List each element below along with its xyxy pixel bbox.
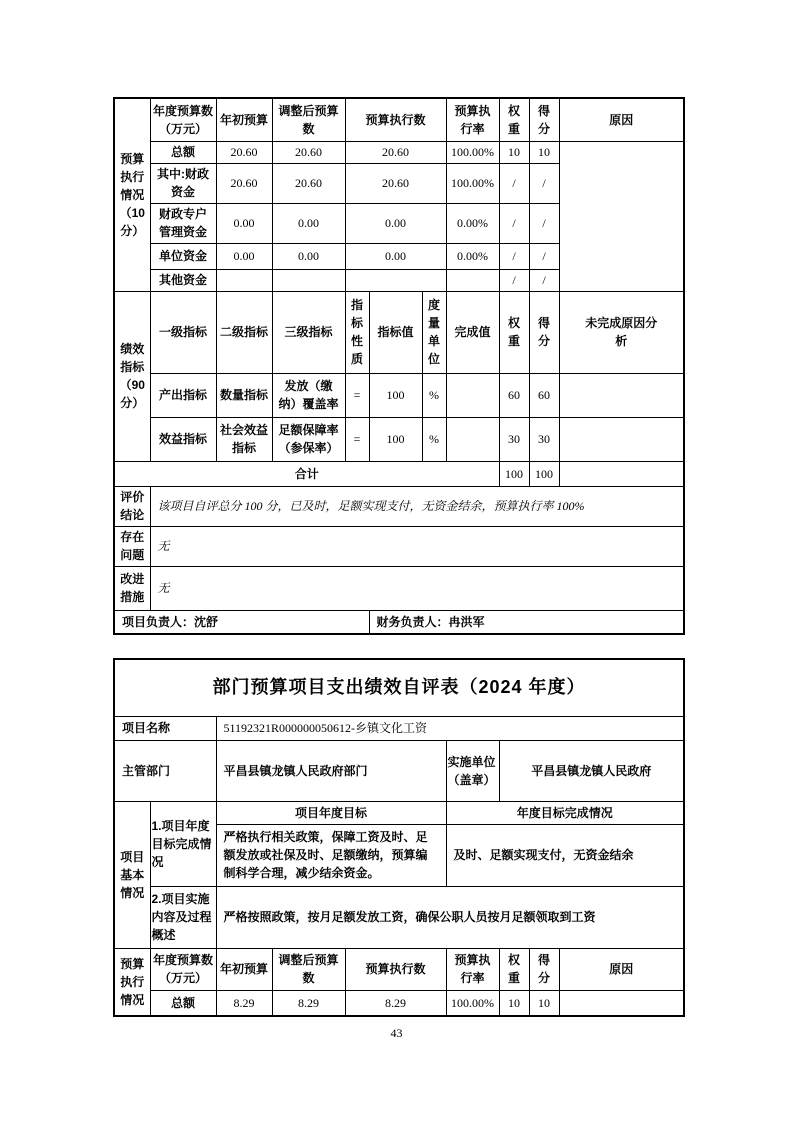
document-content — [113, 97, 683, 1017]
execution-rate-value: 0.00% — [446, 203, 499, 243]
score-value: 10 — [529, 141, 559, 163]
executed-value: 20.60 — [345, 141, 446, 163]
level3-indicator-value: 发放（缴纳）覆盖率 — [272, 373, 345, 417]
row-label-special-account-funds: 财政专户管理资金 — [150, 203, 216, 243]
project-name-value: 51192321R000000050612-乡镇文化工资 — [216, 716, 684, 740]
score-value: / — [529, 243, 559, 269]
table-row — [114, 291, 684, 373]
implementation-row-label: 2.项目实施内容及过程概述 — [150, 886, 216, 948]
project-name-label: 项目名称 — [114, 716, 216, 740]
department-value: 平昌县镇龙镇人民政府部门 — [216, 740, 446, 801]
table-row — [114, 990, 684, 1016]
col-header-reason: 原因 — [559, 948, 684, 990]
execution-rate-value: 100.00% — [446, 990, 499, 1016]
total-score-value: 100 — [529, 461, 559, 486]
col-header-level3-indicator: 三级指标 — [272, 291, 345, 373]
table-row — [114, 526, 684, 566]
implementation-text: 严格按照政策，按月足额发放工资，确保公职人员按月足额领取到工资 — [216, 886, 684, 948]
col-header-weight: 权重 — [499, 98, 529, 141]
measures-text: 无 — [150, 566, 684, 610]
total-row-label: 合计 — [114, 461, 499, 486]
analysis-value — [559, 373, 684, 417]
reason-value — [559, 141, 684, 291]
col-header-level1-indicator: 一级指标 — [150, 291, 216, 373]
table-row — [114, 98, 684, 141]
level1-indicator-value: 效益指标 — [150, 417, 216, 461]
col-header-level2-indicator: 二级指标 — [216, 291, 272, 373]
adjusted-budget-value: 0.00 — [272, 203, 345, 243]
table-row — [114, 373, 684, 417]
table-row — [114, 886, 684, 948]
implementing-unit-value: 平昌县镇龙镇人民政府 — [499, 740, 684, 801]
weight-value: 10 — [499, 990, 529, 1016]
table-row — [114, 417, 684, 461]
implementing-unit-label: 实施单位（盖章） — [446, 740, 499, 801]
conclusion-text: 该项目自评总分 100 分，已及时，足额实现支付，无资金结余，预算执行率 100% — [150, 486, 684, 526]
indicator-nature-value: = — [345, 417, 369, 461]
row-label-total: 总额 — [150, 990, 216, 1016]
score-value: / — [529, 269, 559, 291]
weight-value: 60 — [499, 373, 529, 417]
analysis-value — [559, 417, 684, 461]
basic-info-section-label: 项目基本情况 — [114, 801, 150, 948]
conclusion-label: 评价结论 — [114, 486, 150, 526]
annual-goal-row-label: 1.项目年度目标完成情况 — [150, 801, 216, 886]
performance-section-label: 绩效指标（90分） — [114, 291, 150, 461]
measure-unit-value: % — [422, 417, 446, 461]
indicator-target-value: 100 — [369, 417, 422, 461]
annual-goal-header: 项目年度目标 — [216, 801, 446, 824]
score-value: 10 — [529, 990, 559, 1016]
total-analysis-value — [559, 461, 684, 486]
table-row — [114, 610, 684, 634]
table-row — [114, 716, 684, 740]
project-manager-signature: 项目负责人：沈舒 — [114, 610, 369, 634]
weight-value: / — [499, 243, 529, 269]
budget-section-label: 预算执行情况 — [114, 948, 150, 1016]
col-header-annual-budget: 年度预算数（万元） — [150, 98, 216, 141]
execution-rate-value: 100.00% — [446, 163, 499, 203]
initial-budget-value: 20.60 — [216, 141, 272, 163]
budget-section-label: 预算执行情况（10分） — [114, 98, 150, 291]
measures-label: 改进措施 — [114, 566, 150, 610]
table-row — [114, 461, 684, 486]
department-label: 主管部门 — [114, 740, 216, 801]
col-header-score: 得分 — [529, 291, 559, 373]
executed-value: 0.00 — [345, 203, 446, 243]
col-header-adjusted-budget: 调整后预算数 — [272, 948, 345, 990]
col-header-initial-budget: 年初预算 — [216, 98, 272, 141]
col-header-executed: 预算执行数 — [345, 948, 446, 990]
evaluation-table-continued — [113, 97, 685, 635]
adjusted-budget-value — [272, 269, 345, 291]
row-label-other-funds: 其他资金 — [150, 269, 216, 291]
initial-budget-value: 0.00 — [216, 243, 272, 269]
row-label-total: 总额 — [150, 141, 216, 163]
row-label-unit-funds: 单位资金 — [150, 243, 216, 269]
table-row — [114, 740, 684, 801]
initial-budget-value — [216, 269, 272, 291]
executed-value: 8.29 — [345, 990, 446, 1016]
col-header-score: 得分 — [529, 948, 559, 990]
completed-value — [446, 417, 499, 461]
col-header-initial-budget: 年初预算 — [216, 948, 272, 990]
score-value: / — [529, 203, 559, 243]
indicator-target-value: 100 — [369, 373, 422, 417]
level2-indicator-value: 社会效益指标 — [216, 417, 272, 461]
initial-budget-value: 20.60 — [216, 163, 272, 203]
annual-goal-text: 严格执行相关政策，保障工资及时、足额发放或社保及时、足额缴纳，预算编制科学合理，减少结余资金。 — [216, 824, 446, 886]
col-header-indicator-nature: 指标性质 — [345, 291, 369, 373]
initial-budget-value: 0.00 — [216, 203, 272, 243]
adjusted-budget-value: 8.29 — [272, 990, 345, 1016]
executed-value: 0.00 — [345, 243, 446, 269]
col-header-adjusted-budget: 调整后预算数 — [272, 98, 345, 141]
level1-indicator-value: 产出指标 — [150, 373, 216, 417]
score-value: / — [529, 163, 559, 203]
initial-budget-value: 8.29 — [216, 990, 272, 1016]
table-row — [114, 141, 684, 163]
col-header-executed: 预算执行数 — [345, 98, 446, 141]
col-header-indicator-value: 指标值 — [369, 291, 422, 373]
score-value: 30 — [529, 417, 559, 461]
execution-rate-value: 100.00% — [446, 141, 499, 163]
col-header-unfinished-analysis: 未完成原因分析 — [559, 291, 684, 373]
indicator-nature-value: = — [345, 373, 369, 417]
total-weight-value: 100 — [499, 461, 529, 486]
weight-value: 30 — [499, 417, 529, 461]
adjusted-budget-value: 20.60 — [272, 141, 345, 163]
adjusted-budget-value: 0.00 — [272, 243, 345, 269]
col-header-execution-rate: 预算执行率 — [446, 98, 499, 141]
executed-value — [345, 269, 446, 291]
execution-rate-value: 0.00% — [446, 243, 499, 269]
table-row — [114, 659, 684, 716]
weight-value: / — [499, 269, 529, 291]
table-row — [114, 566, 684, 610]
table-row — [114, 801, 684, 824]
goal-completion-text: 及时、足额实现支付，无资金结余 — [446, 824, 684, 886]
reason-value — [559, 990, 684, 1016]
measure-unit-value: % — [422, 373, 446, 417]
goal-completion-header: 年度目标完成情况 — [446, 801, 684, 824]
problems-label: 存在问题 — [114, 526, 150, 566]
executed-value: 20.60 — [345, 163, 446, 203]
col-header-score: 得分 — [529, 98, 559, 141]
col-header-measure-unit: 度量单位 — [422, 291, 446, 373]
table-row — [114, 486, 684, 526]
page-number: 43 — [390, 1026, 403, 1040]
adjusted-budget-value: 20.60 — [272, 163, 345, 203]
table-row — [114, 948, 684, 990]
col-header-weight: 权重 — [499, 291, 529, 373]
weight-value: / — [499, 163, 529, 203]
col-header-reason: 原因 — [559, 98, 684, 141]
level2-indicator-value: 数量指标 — [216, 373, 272, 417]
weight-value: 10 — [499, 141, 529, 163]
col-header-annual-budget: 年度预算数（万元） — [150, 948, 216, 990]
col-header-execution-rate: 预算执行率 — [446, 948, 499, 990]
problems-text: 无 — [150, 526, 684, 566]
weight-value: / — [499, 203, 529, 243]
completed-value — [446, 373, 499, 417]
score-value: 60 — [529, 373, 559, 417]
execution-rate-value — [446, 269, 499, 291]
table-title: 部门预算项目支出绩效自评表（2024 年度） — [114, 659, 684, 716]
level3-indicator-value: 足额保障率（参保率） — [272, 417, 345, 461]
col-header-weight: 权重 — [499, 948, 529, 990]
row-label-fiscal-funds: 其中:财政资金 — [150, 163, 216, 203]
evaluation-table-2024 — [113, 658, 685, 1017]
col-header-completed-value: 完成值 — [446, 291, 499, 373]
finance-manager-signature: 财务负责人：冉洪军 — [369, 610, 684, 634]
